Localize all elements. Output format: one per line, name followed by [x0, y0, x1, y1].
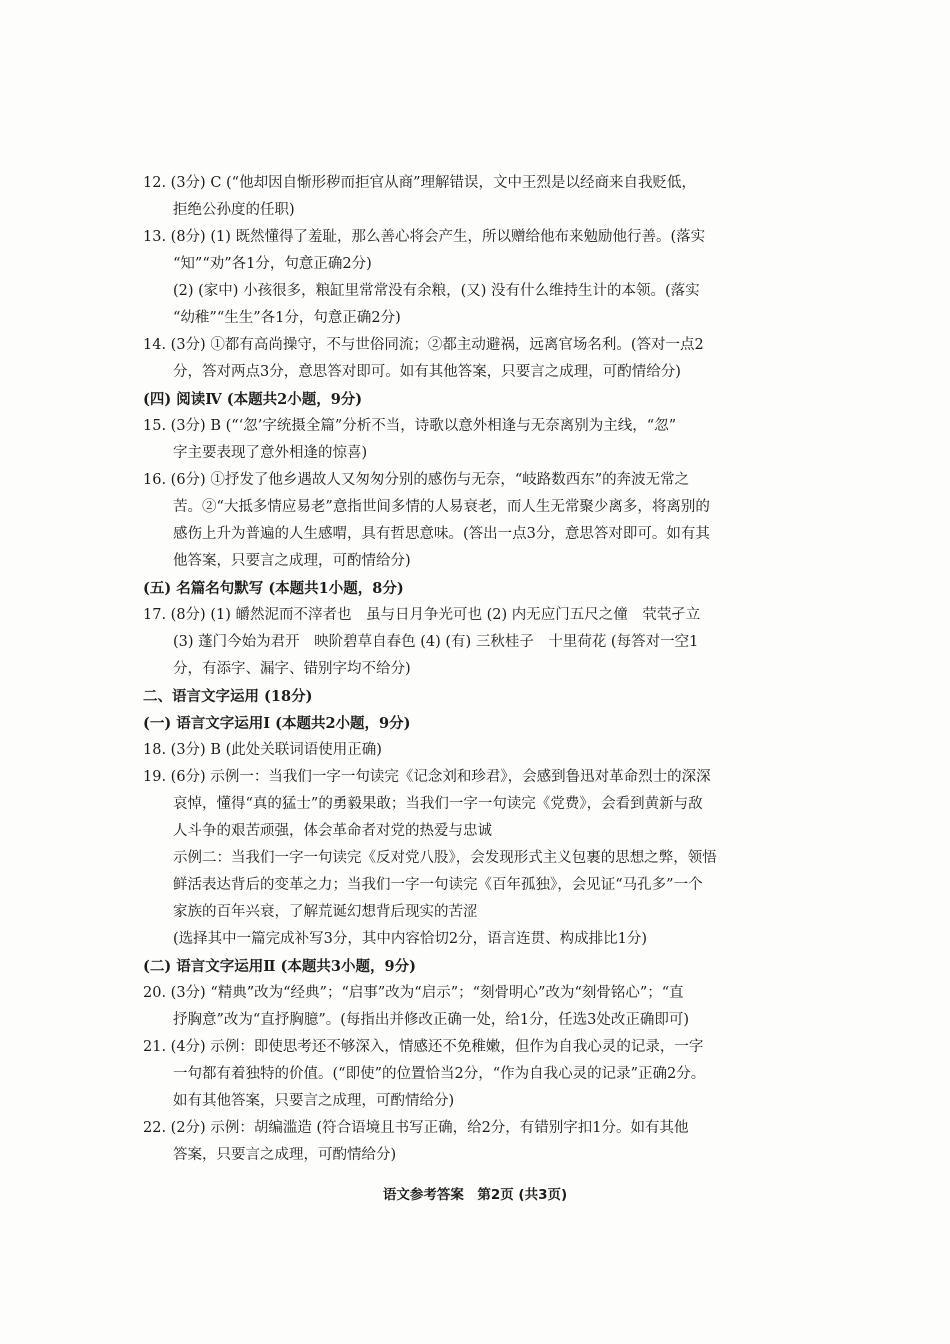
section-heading: (二) 语言文字运用Ⅱ (本题共3小题，9分) [143, 958, 416, 975]
answer-continuation-line: 鲜活表达背后的变革之力；当我们一字一句读完《百年孤独》，会见证“马孔多”一个 [173, 877, 703, 893]
answer-item-line: 19. (6分) 示例一：当我们一字一句读完《记念刘和珍君》，会感到鲁迅对革命烈士的深深 [143, 769, 711, 785]
answer-continuation-line: 抒胸意”改为“直抒胸臆”。(每指出并修改正确一处，给1分，任选3处改正确即可) [173, 1012, 690, 1028]
section-heading: (四) 阅读Ⅳ (本题共2小题，9分) [143, 391, 363, 408]
answer-list [143, 170, 815, 1169]
answer-item-line: 14. (3分) ①都有高尚操守，不与世俗同流；②都主动避祸，远离官场名利。(答对一点2 [143, 337, 704, 353]
section-heading: (五) 名篇名句默写 (本题共1小题，8分) [143, 580, 404, 597]
answer-item-line: 16. (6分) ①抒发了他乡遇故人又匆匆分别的感伤与无奈，“岐路数西东”的奔波无常之 [143, 472, 690, 488]
answer-continuation-line: (2) (家中) 小孩很多，粮缸里常常没有余粮，(又) 没有什么维持生计的本领。(落实 [173, 283, 700, 299]
answer-continuation-line: 分，答对两点3分，意思答对即可。如有其他答案，只要言之成理，可酌情给分) [173, 364, 681, 380]
section-heading: (一) 语言文字运用Ⅰ (本题共2小题，9分) [143, 715, 411, 732]
answer-continuation-line: 他答案，只要言之成理，可酌情给分) [173, 553, 411, 569]
answer-item-line: 15. (3分) B (“‘忽’字统摄全篇”分析不当，诗歌以意外相逢与无奈离别为主线，“忽” [143, 418, 677, 434]
answer-item-line: 12. (3分) C (“他却因自惭形秽而拒官从商”理解错误，文中王烈是以经商来自我贬低， [143, 175, 697, 191]
answer-continuation-line: “幼稚”“生生”各1分，句意正确2分) [173, 310, 401, 326]
answer-continuation-line: 字主要表现了意外相逢的惊喜) [173, 445, 368, 461]
page-footer: 语文参考答案 第2页 (共3页) [382, 1187, 568, 1203]
answer-continuation-line: 感伤上升为普遍的人生感喟，具有哲思意味。(答出一点3分，意思答对即可。如有其 [173, 526, 710, 542]
answer-item-line: 17. (8分) (1) 皭然泥而不滓者也 虽与日月争光可也 (2) 内无应门五尺之僮 茕茕孑立 [143, 607, 701, 623]
answer-continuation-line: (3) 蓬门今始为君开 映阶碧草自春色 (4) (有) 三秋桂子 十里荷花 (每答对一空1 [173, 634, 699, 650]
answer-item-line: 22. (2分) 示例：胡编滥造 (符合语境且书写正确，给2分，有错别字扣1分。如有其他 [143, 1120, 689, 1136]
answer-continuation-line: 答案，只要言之成理，可酌情给分) [173, 1147, 397, 1163]
answer-continuation-line: 一句都有着独特的价值。(“即使”的位置恰当2分，“作为自我心灵的记录”正确2分。 [173, 1066, 706, 1082]
section-heading: 二、语言文字运用 (18分) [143, 688, 313, 705]
answer-continuation-line: 苦。②“大抵多情应易老”意指世间多情的人易衰老，而人生无常聚少离多，将离别的 [173, 499, 710, 515]
answer-item-line: 21. (4分) 示例：即使思考还不够深入，情感还不免稚嫩，但作为自我心灵的记录，一字 [143, 1039, 704, 1055]
answer-continuation-line: 拒绝公孙度的任职) [173, 202, 295, 218]
answer-item-line: 13. (8分) (1) 既然懂得了羞耻，那么善心将会产生，所以赠给他布来勉励他行善。(落实 [143, 229, 706, 245]
answer-continuation-line: 哀悼，懂得“真的猛士”的勇毅果敢；当我们一字一句读完《党费》，会看到黄新与敌 [173, 796, 703, 812]
answer-continuation-line: (选择其中一篇完成补写3分，其中内容恰切2分，语言连贯、构成排比1分) [173, 931, 647, 947]
answer-continuation-line: 示例二：当我们一字一句读完《反对党八股》，会发现形式主义包裹的思想之弊，领悟 [173, 850, 717, 866]
answer-item-line: 20. (3分) “精典”改为“经典”；“启事”改为“启示”；“刻骨明心”改为“刻骨铭心”；“直 [143, 985, 684, 1001]
answer-continuation-line: 人斗争的艰苦顽强，体会革命者对党的热爱与忠诚 [173, 823, 492, 839]
answer-continuation-line: “知”“劝”各1分，句意正确2分) [173, 256, 372, 272]
answer-continuation-line: 分，有添字、漏字、错别字均不给分) [173, 661, 411, 677]
answer-item-line: 18. (3分) B (此处关联词语使用正确) [143, 742, 382, 758]
answer-continuation-line: 家族的百年兴衰，了解荒诞幻想背后现实的苦涩 [173, 904, 478, 920]
answer-continuation-line: 如有其他答案，只要言之成理，可酌情给分) [173, 1093, 455, 1109]
